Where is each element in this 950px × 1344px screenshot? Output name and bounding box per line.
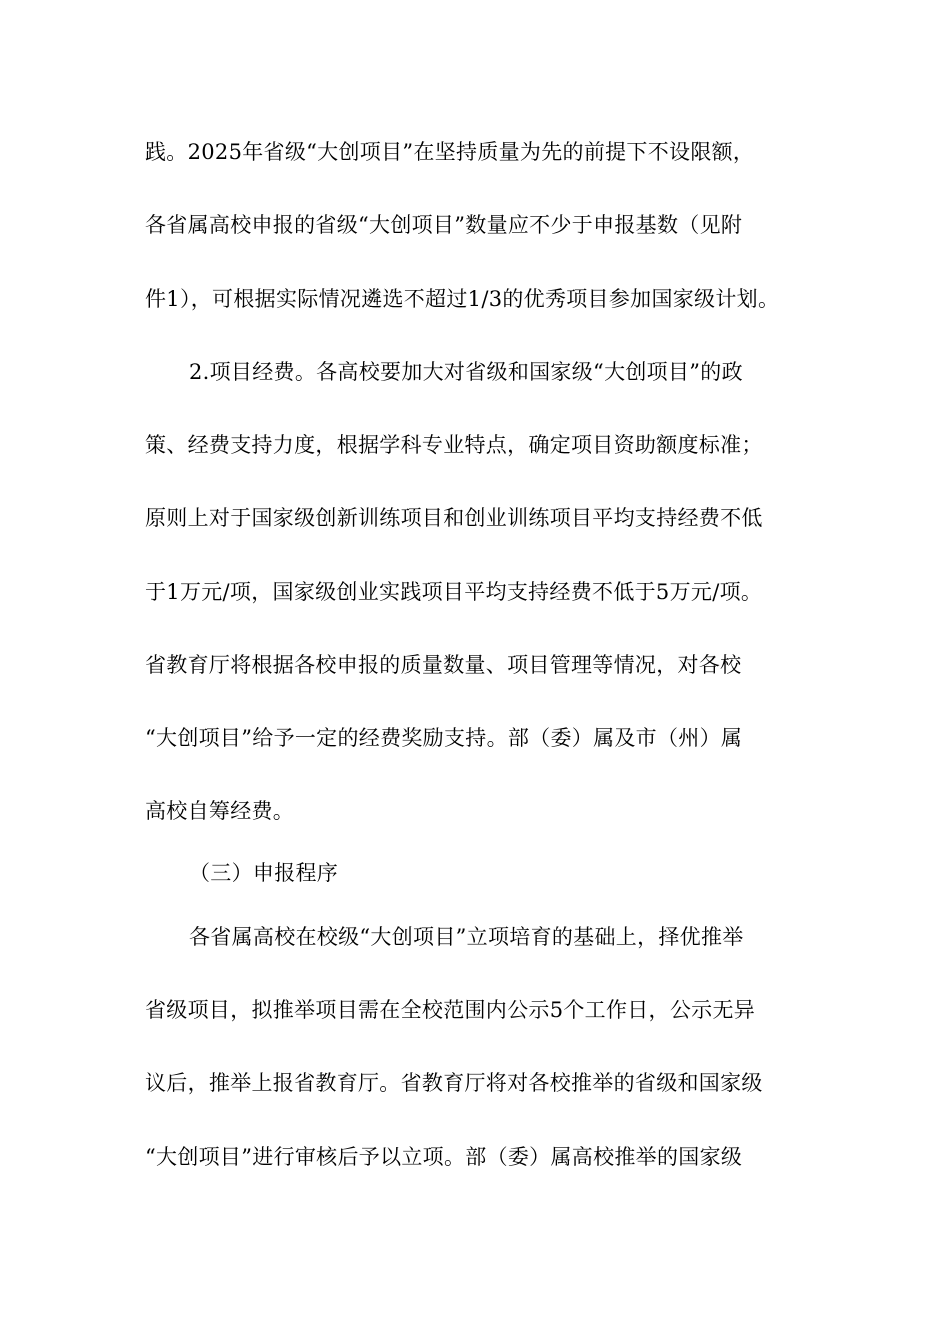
paragraph-line: 2.项目经费。各高校要加大对省级和国家级“大创项目”的政 xyxy=(189,360,743,384)
paragraph-line: 省教育厅将根据各校申报的质量数量、项目管理等情况，对各校 xyxy=(145,653,742,677)
paragraph-line: 各省属高校申报的省级“大创项目”数量应不少于申报基数（见附 xyxy=(145,213,743,237)
paragraph-line: 策、经费支持力度，根据学科专业特点，确定项目资助额度标准； xyxy=(145,433,763,457)
paragraph-line: 各省属高校在校级“大创项目”立项培育的基础上，择优推举 xyxy=(189,925,744,949)
section-heading: （三）申报程序 xyxy=(189,861,339,885)
paragraph-line: 省级项目，拟推举项目需在全校范围内公示5个工作日，公示无异 xyxy=(145,998,756,1022)
paragraph-line: 件1），可根据实际情况遴选不超过1/3的优秀项目参加国家级计划。 xyxy=(145,287,780,311)
paragraph-line: 议后，推举上报省教育厅。省教育厅将对各校推举的省级和国家级 xyxy=(145,1071,763,1095)
paragraph-line: “大创项目”给予一定的经费奖励支持。部（委）属及市（州）属 xyxy=(145,726,743,750)
paragraph-line: 于1万元/项，国家级创业实践项目平均支持经费不低于5万元/项。 xyxy=(145,580,763,604)
paragraph-line: “大创项目”进行审核后予以立项。部（委）属高校推举的国家级 xyxy=(145,1145,743,1169)
paragraph-line: 践。2025年省级“大创项目”在坚持质量为先的前提下不设限额， xyxy=(145,140,755,164)
paragraph-line: 高校自筹经费。 xyxy=(145,799,295,823)
paragraph-line: 原则上对于国家级创新训练项目和创业训练项目平均支持经费不低 xyxy=(145,506,763,530)
